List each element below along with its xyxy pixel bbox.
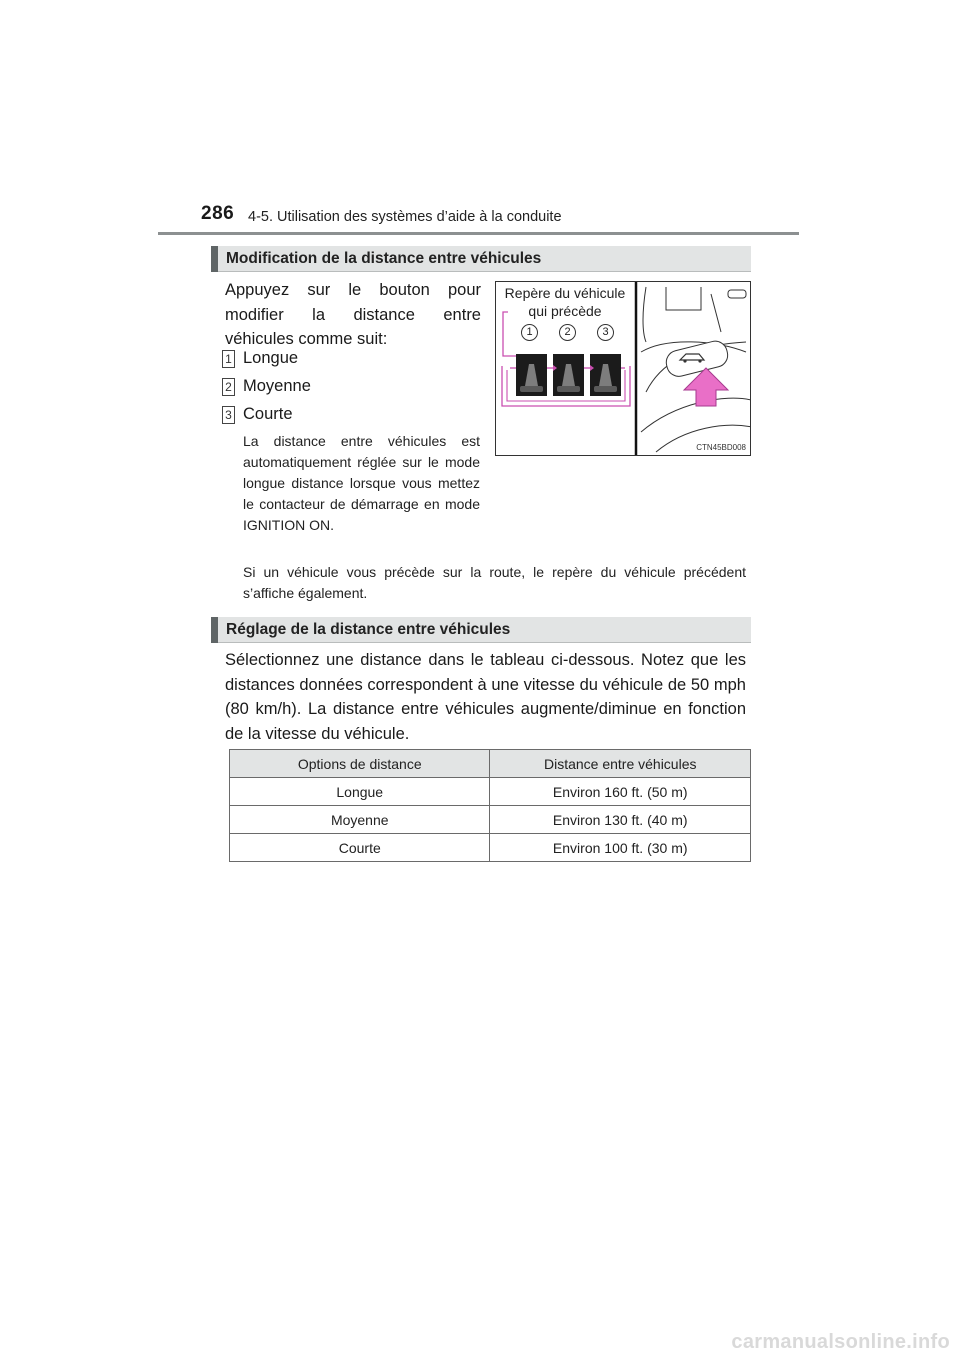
table-cell: Environ 130 ft. (40 m) [490,806,751,834]
callout-3: 3 [597,324,614,341]
list-item-label: Moyenne [243,377,311,395]
heading-accent-bar [211,617,218,643]
number-badge: 3 [222,406,235,424]
note-preceding-vehicle: Si un véhicule vous précède sur la route, le repère du véhicule précédent s’affiche également. [243,564,746,601]
figure-caption: Repère du véhicule qui précède [504,285,626,319]
table-row [230,834,751,862]
list-item-label: Longue [243,349,299,367]
table-cell: Environ 160 ft. (50 m) [490,778,751,806]
figure-code: CTN45BD008 [696,443,746,452]
table-header-row [230,750,751,778]
intro-paragraph: Appuyez sur le bouton pour modifier la distance entre véhicules comme suit: [225,281,481,348]
page-number: 286 [201,203,235,224]
column-header: Options de distance [230,750,490,778]
watermark: carmanualsonline.info [731,1331,950,1353]
table-row [230,806,751,834]
section-heading-text: Réglage de la distance entre véhicules [226,621,511,638]
number-badge: 2 [222,378,235,396]
reglage-paragraph: Sélectionnez une distance dans le tableau ci-dessous. Notez que les distances données correspondent à une vitesse du véhicule de 50 mph (80 km/h). La distance entre véhicules augmente/diminue en fonction de la vitesse du véhicule. [225,651,746,743]
button-illustration [495,281,751,456]
callout-1: 1 [521,324,538,341]
table-cell: Longue [230,778,490,806]
note-default-distance: La distance entre véhicules est automatiquement réglée sur le mode longue distance lorsque vous mettez le contacteur de démarrage en mode IGNITION ON. [243,433,480,533]
distance-table [229,749,751,862]
header-divider [158,232,799,235]
number-badge: 1 [222,350,235,368]
section-heading-text: Modification de la distance entre véhicules [226,250,542,267]
column-header: Distance entre véhicules [490,750,751,778]
list-item-label: Courte [243,405,293,423]
section-heading-reglage [211,617,751,643]
heading-accent-bar [211,246,218,272]
callout-2: 2 [559,324,576,341]
chapter-title: 4-5. Utilisation des systèmes d’aide à la conduite [248,209,562,225]
table-cell: Environ 100 ft. (30 m) [490,834,751,862]
table-row [230,778,751,806]
section-heading-modification [211,246,751,272]
table-cell: Moyenne [230,806,490,834]
table-cell: Courte [230,834,490,862]
